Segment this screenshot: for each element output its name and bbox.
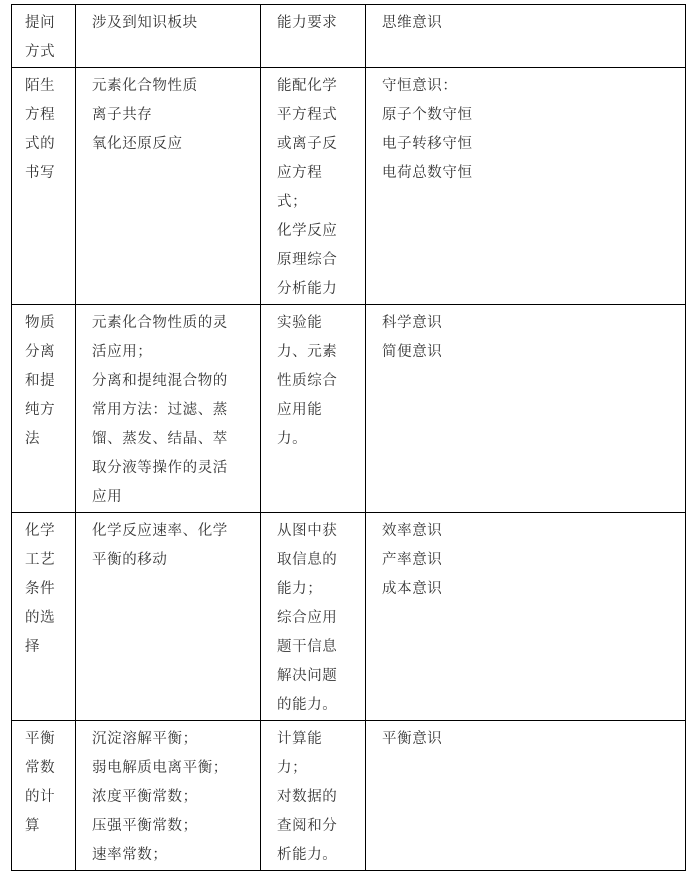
cell-line: 平衡意识 bbox=[382, 731, 443, 747]
cell-line: 产率意识 bbox=[382, 552, 443, 568]
table-cell bbox=[366, 68, 686, 305]
table-row bbox=[12, 721, 686, 871]
cell-line: 工艺 bbox=[25, 552, 56, 568]
table-cell bbox=[366, 305, 686, 513]
table-cell bbox=[76, 513, 261, 721]
cell-line: 能配化学 bbox=[277, 78, 338, 94]
cell-line: 取分液等操作的灵活 bbox=[92, 460, 228, 476]
cell-line: 应方程 bbox=[277, 165, 323, 181]
table-cell bbox=[12, 513, 76, 721]
cell-line: 涉及到知识板块 bbox=[92, 15, 198, 31]
cell-line: 化学反应速率、化学 bbox=[92, 523, 228, 539]
cell-line: 分离和提纯混合物的 bbox=[92, 373, 228, 389]
cell-line: 的能力。 bbox=[277, 697, 338, 713]
table-row bbox=[12, 513, 686, 721]
header-cell-ability bbox=[261, 5, 366, 68]
table-cell bbox=[12, 721, 76, 871]
cell-line: 元素化合物性质 bbox=[92, 78, 198, 94]
table-cell bbox=[12, 305, 76, 513]
header-row bbox=[12, 5, 686, 68]
cell-line: 弱电解质电离平衡； bbox=[92, 760, 228, 776]
cell-line: 原理综合 bbox=[277, 252, 338, 268]
cell-line: 力、元素 bbox=[277, 344, 338, 360]
cell-line: 守恒意识： bbox=[382, 78, 458, 94]
cell-line: 速率常数； bbox=[92, 847, 168, 863]
header-cell-thinking bbox=[366, 5, 686, 68]
table-cell bbox=[261, 721, 366, 871]
cell-line: 平衡 bbox=[25, 731, 56, 747]
cell-line: 查阅和分 bbox=[277, 818, 338, 834]
cell-line: 式； bbox=[277, 194, 308, 210]
cell-line: 浓度平衡常数； bbox=[92, 789, 198, 805]
cell-line: 题干信息 bbox=[277, 639, 338, 655]
cell-line: 原子个数守恒 bbox=[382, 107, 473, 123]
cell-line: 电子转移守恒 bbox=[382, 136, 473, 152]
table-cell bbox=[76, 68, 261, 305]
cell-line: 氧化还原反应 bbox=[92, 136, 183, 152]
cell-line: 提问 bbox=[25, 15, 56, 31]
cell-line: 常数 bbox=[25, 760, 56, 776]
cell-line: 简便意识 bbox=[382, 344, 443, 360]
table-cell bbox=[76, 721, 261, 871]
cell-line: 析能力。 bbox=[277, 847, 338, 863]
cell-line: 馏、蒸发、结晶、萃 bbox=[92, 431, 228, 447]
table-cell bbox=[261, 513, 366, 721]
cell-line: 常用方法：过滤、蒸 bbox=[92, 402, 228, 418]
cell-line: 成本意识 bbox=[382, 581, 443, 597]
cell-line: 从图中获 bbox=[277, 523, 338, 539]
cell-line: 条件 bbox=[25, 581, 56, 597]
cell-line: 计算能 bbox=[277, 731, 323, 747]
cell-line: 陌生 bbox=[25, 78, 56, 94]
cell-line: 物质 bbox=[25, 315, 56, 331]
table-row bbox=[12, 305, 686, 513]
cell-line: 实验能 bbox=[277, 315, 323, 331]
cell-line: 化学反应 bbox=[277, 223, 338, 239]
cell-line: 分离 bbox=[25, 344, 56, 360]
cell-line: 沉淀溶解平衡； bbox=[92, 731, 198, 747]
cell-line: 的计 bbox=[25, 789, 56, 805]
cell-line: 平方程式 bbox=[277, 107, 338, 123]
cell-line: 活应用； bbox=[92, 344, 153, 360]
cell-line: 效率意识 bbox=[382, 523, 443, 539]
table-cell bbox=[76, 305, 261, 513]
cell-line: 式的 bbox=[25, 136, 56, 152]
cell-line: 综合应用 bbox=[277, 610, 338, 626]
header-cell-question-type bbox=[12, 5, 76, 68]
cell-line: 科学意识 bbox=[382, 315, 443, 331]
cell-line: 能力； bbox=[277, 581, 323, 597]
cell-line: 平衡的移动 bbox=[92, 552, 168, 568]
table-cell bbox=[366, 721, 686, 871]
table-cell bbox=[261, 68, 366, 305]
table-cell bbox=[261, 305, 366, 513]
cell-line: 和提 bbox=[25, 373, 56, 389]
header-cell-knowledge bbox=[76, 5, 261, 68]
cell-line: 应用能 bbox=[277, 402, 323, 418]
cell-line: 取信息的 bbox=[277, 552, 338, 568]
cell-line: 分析能力 bbox=[277, 281, 338, 297]
cell-line: 算 bbox=[25, 818, 41, 834]
cell-line: 性质综合 bbox=[277, 373, 338, 389]
cell-line: 力。 bbox=[277, 431, 308, 447]
cell-line: 择 bbox=[25, 639, 41, 655]
cell-line: 方程 bbox=[25, 107, 56, 123]
cell-line: 法 bbox=[25, 431, 41, 447]
cell-line: 化学 bbox=[25, 523, 56, 539]
cell-line: 能力要求 bbox=[277, 15, 338, 31]
cell-line: 元素化合物性质的灵 bbox=[92, 315, 228, 331]
cell-line: 对数据的 bbox=[277, 789, 338, 805]
cell-line: 纯方 bbox=[25, 402, 56, 418]
cell-line: 压强平衡常数； bbox=[92, 818, 198, 834]
cell-line: 方式 bbox=[25, 44, 56, 60]
cell-line: 书写 bbox=[25, 165, 56, 181]
cell-line: 力； bbox=[277, 760, 308, 776]
cell-line: 离子共存 bbox=[92, 107, 153, 123]
cell-line: 思维意识 bbox=[382, 15, 443, 31]
cell-line: 电荷总数守恒 bbox=[382, 165, 473, 181]
table-cell bbox=[366, 513, 686, 721]
knowledge-table bbox=[11, 4, 686, 871]
table-row bbox=[12, 68, 686, 305]
cell-line: 或离子反 bbox=[277, 136, 338, 152]
cell-line: 解决问题 bbox=[277, 668, 338, 684]
cell-line: 的选 bbox=[25, 610, 56, 626]
table-cell bbox=[12, 68, 76, 305]
cell-line: 应用 bbox=[92, 489, 123, 505]
